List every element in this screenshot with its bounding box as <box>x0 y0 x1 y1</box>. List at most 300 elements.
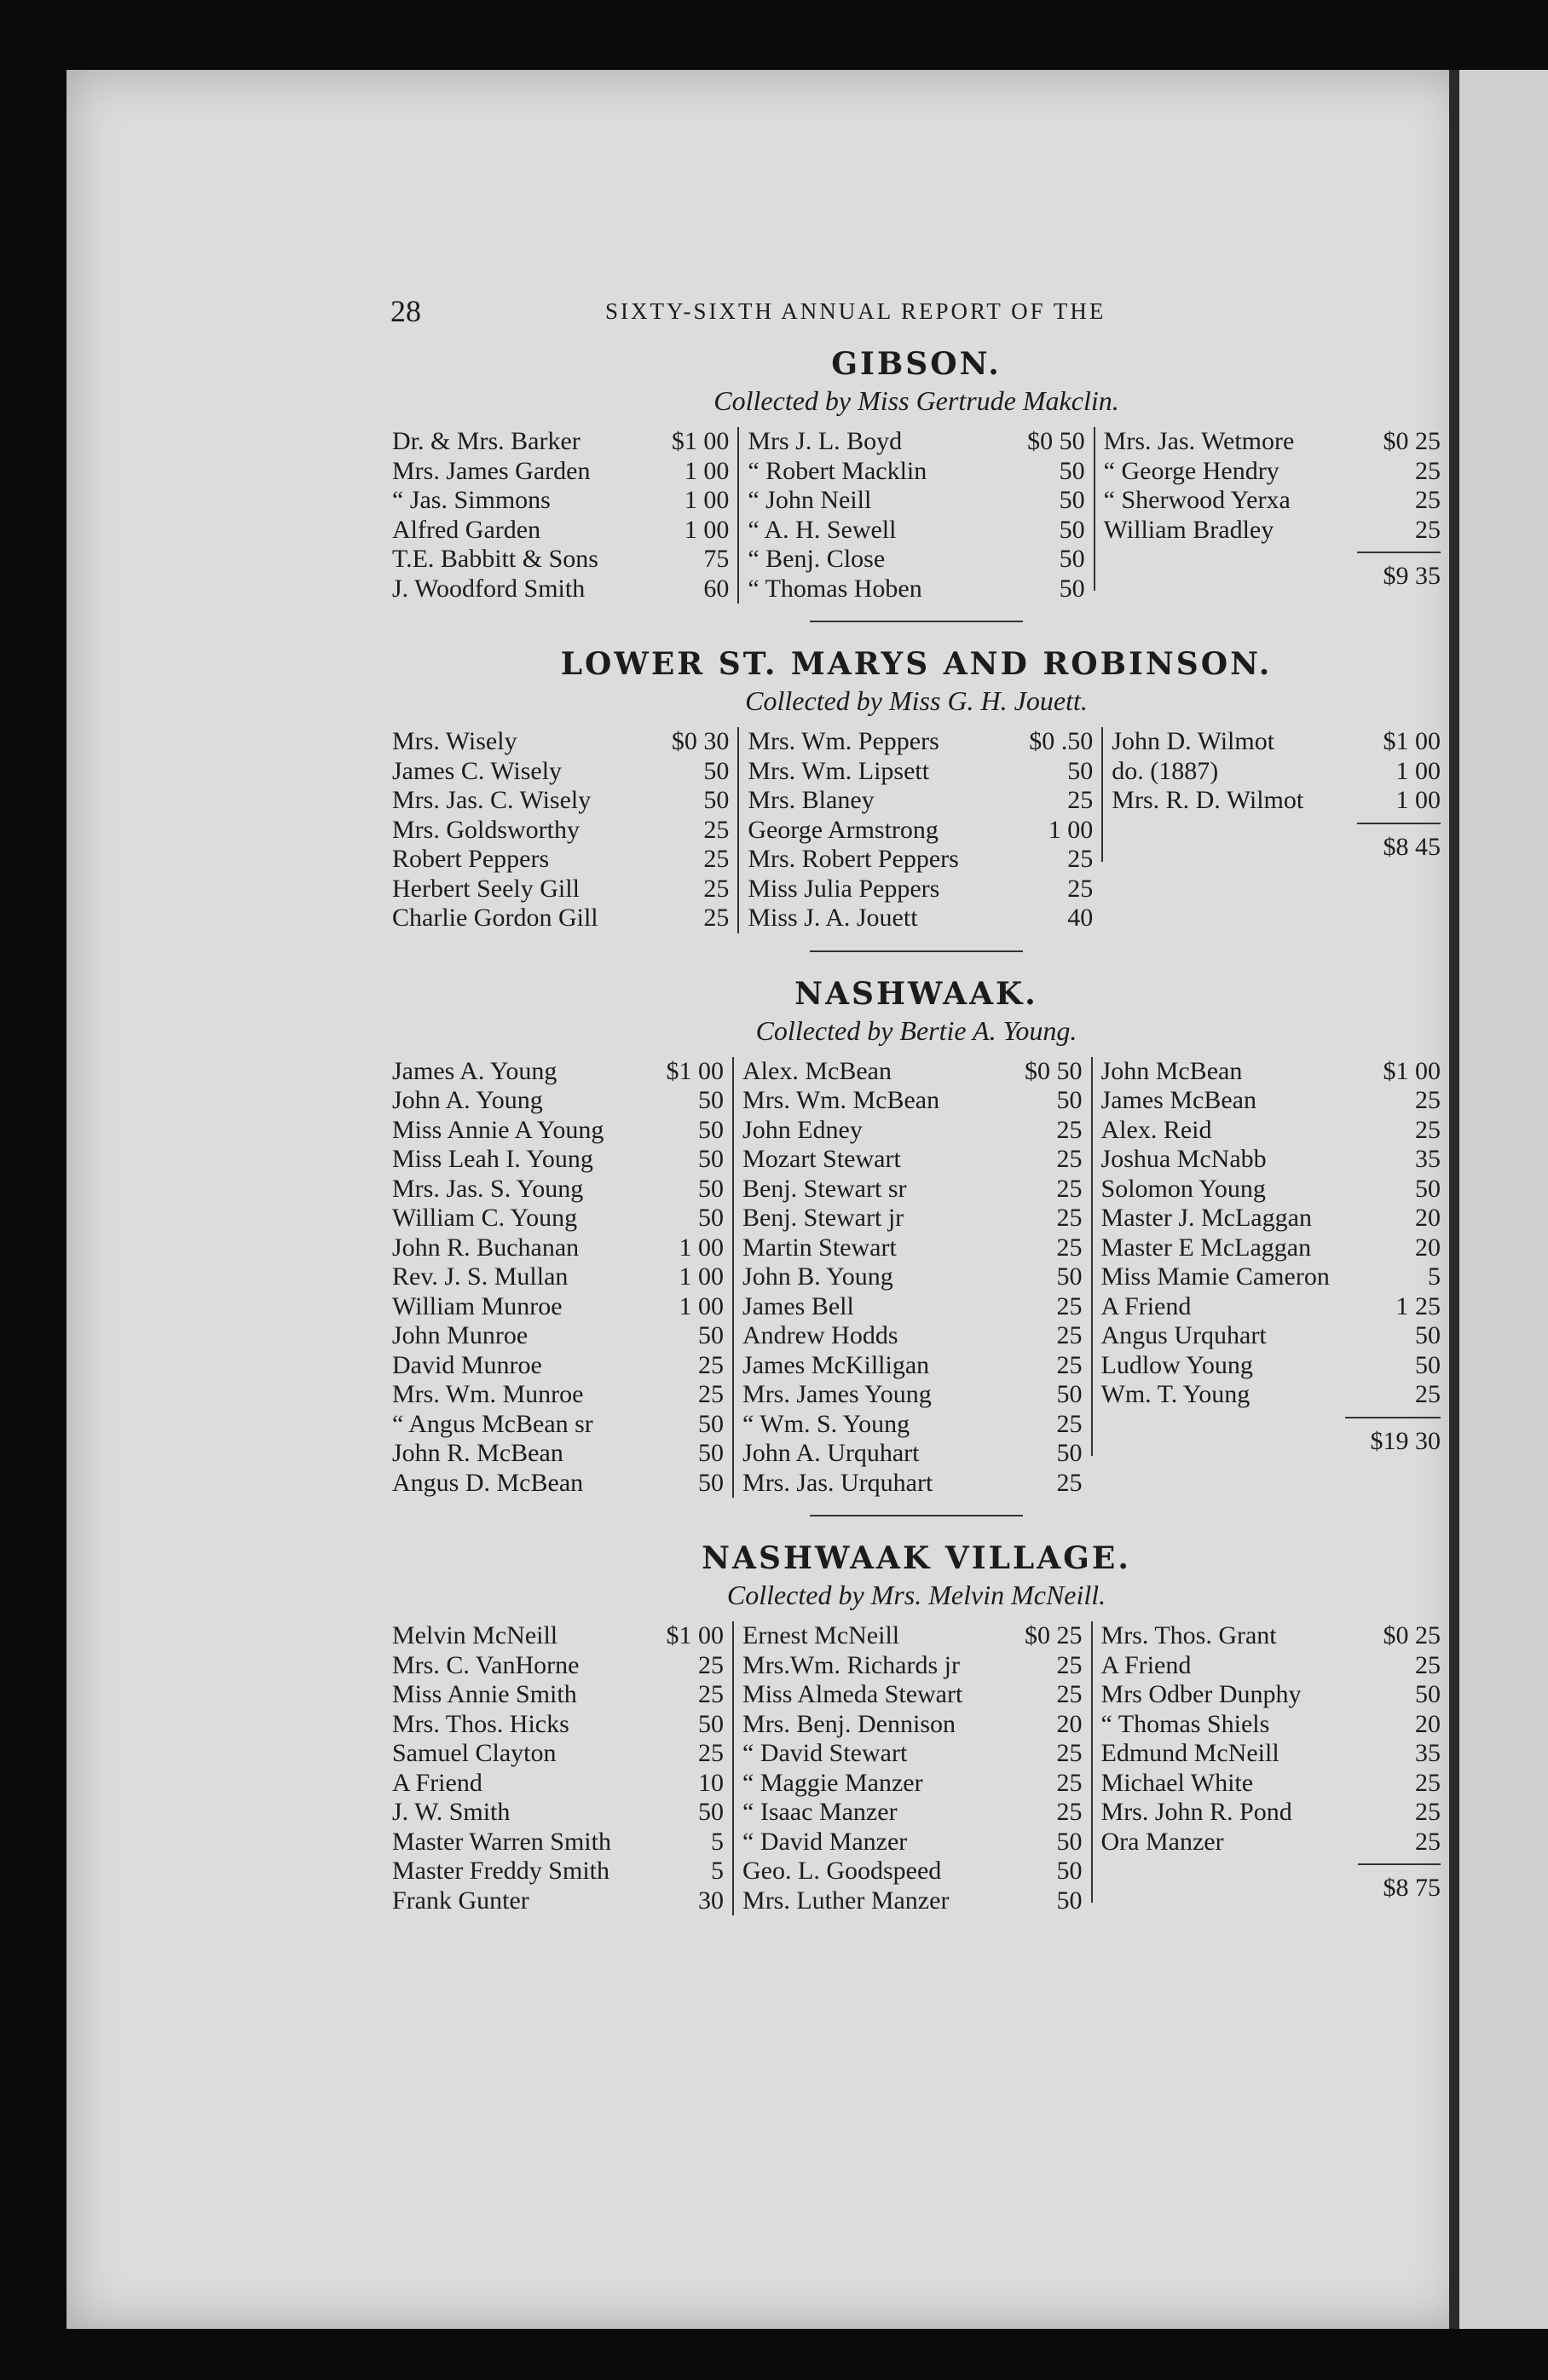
subscription-amount: 1 00 <box>679 1291 725 1320</box>
subscription-amount: 50 <box>1415 1350 1441 1379</box>
subscription-amount: 50 <box>698 1115 725 1144</box>
list-item <box>742 1175 1083 1204</box>
subscription-amount: 50 <box>698 1439 725 1467</box>
list-item <box>392 1262 724 1292</box>
subscription-amount: 50 <box>1415 1680 1441 1708</box>
subscriber-name: Mrs. Luther Manzer <box>742 1886 950 1915</box>
list-item <box>1101 1351 1441 1381</box>
list-item <box>392 457 729 487</box>
subscription-amount: 25 <box>698 1650 725 1679</box>
subscriber-name: John R. Buchanan <box>392 1233 580 1262</box>
list-item <box>1101 1086 1441 1116</box>
list-item <box>748 875 1093 904</box>
list-item <box>392 875 729 904</box>
subscriber-name: Ora Manzer <box>1100 1827 1224 1856</box>
list-item <box>392 1621 724 1651</box>
subscription-amount: 25 <box>1056 1680 1083 1708</box>
subscription-amount: 50 <box>698 1409 725 1438</box>
list-item <box>748 575 1084 604</box>
subscriber-name: Mrs. R. D. Wilmot <box>1112 786 1304 814</box>
subscription-amount: $1 00 <box>671 427 730 455</box>
subscriber-name: Samuel Clayton <box>392 1739 557 1767</box>
subscriber-name: “ David Manzer <box>742 1827 908 1856</box>
subscription-amount: 50 <box>698 1798 725 1826</box>
subscription-amount: 40 <box>1067 904 1094 932</box>
subscriber-name: “ George Hendry <box>1103 456 1279 485</box>
subscription-amount: 50 <box>698 1468 725 1497</box>
subscription-amount: 25 <box>1415 1798 1441 1826</box>
subscription-amount: $0 25 <box>1025 1621 1083 1649</box>
subscriber-name: William C. Young <box>392 1204 578 1232</box>
subscriber-name: Mrs. Thos. Hicks <box>392 1709 569 1738</box>
list-item <box>1101 1798 1441 1828</box>
subscriber-name: J. W. Smith <box>392 1798 511 1826</box>
running-head <box>384 290 1449 338</box>
subscriber-name: A Friend <box>1100 1291 1192 1320</box>
subscriber-name: James Bell <box>742 1291 854 1320</box>
subscription-amount: 35 <box>1415 1145 1441 1173</box>
subscription-amount: 50 <box>1056 1380 1083 1408</box>
subscriber-name: Mrs. Wm. Lipsett <box>748 756 930 785</box>
subscriber-name: “ Angus McBean sr <box>392 1409 593 1438</box>
subscriber-columns <box>384 427 1449 604</box>
subscriber-name: “ Robert Macklin <box>748 456 927 485</box>
subscription-amount: 25 <box>1056 1115 1083 1144</box>
subscriber-column <box>384 727 737 933</box>
list-item <box>748 486 1084 516</box>
list-item <box>1101 1262 1441 1292</box>
list-item <box>392 786 729 816</box>
list-item <box>392 1798 724 1828</box>
list-item <box>742 1086 1083 1116</box>
list-item <box>748 727 1093 757</box>
subscription-sections <box>384 346 1449 1915</box>
subscription-amount: 50 <box>1056 1262 1083 1291</box>
subscriber-name: “ Maggie Manzer <box>742 1768 923 1797</box>
subscriber-name: Mrs. Goldsworthy <box>392 815 580 844</box>
subscriber-column <box>1091 1621 1450 1903</box>
subscription-amount: 25 <box>703 904 730 932</box>
subscription-amount: 25 <box>1415 1827 1441 1856</box>
subscriber-name: George Armstrong <box>748 815 939 844</box>
subscription-amount: 25 <box>1415 1380 1441 1408</box>
subscriber-name: Charlie Gordon Gill <box>392 904 598 932</box>
list-item <box>392 816 729 846</box>
subscriber-name: Alex. Reid <box>1100 1115 1212 1144</box>
subscription-amount: 1 25 <box>1395 1291 1441 1320</box>
subscription-amount: 25 <box>1056 1233 1083 1262</box>
subscription-amount: 50 <box>1415 1321 1441 1349</box>
list-item <box>392 427 729 457</box>
subscription-amount: 50 <box>698 1709 725 1738</box>
list-item <box>1101 1057 1441 1087</box>
subscriber-column <box>1101 727 1449 862</box>
subscription-amount: 25 <box>698 1380 725 1408</box>
subscription-amount: $0 50 <box>1025 1056 1083 1085</box>
subscription-amount: 5 <box>1428 1262 1441 1291</box>
subscription-amount: 1 00 <box>684 456 730 485</box>
list-item <box>742 1828 1083 1857</box>
subscriber-name: John Munroe <box>392 1321 529 1349</box>
subscriber-name: Wm. T. Young <box>1100 1380 1251 1408</box>
list-item <box>392 904 729 933</box>
subscriber-name: Ernest McNeill <box>742 1621 900 1649</box>
subscriber-name: do. (1887) <box>1112 756 1219 785</box>
list-item <box>742 1439 1083 1469</box>
subscription-amount: 20 <box>1056 1709 1083 1738</box>
list-item <box>742 1057 1083 1087</box>
subscription-amount: 60 <box>703 574 730 603</box>
list-item <box>1101 1710 1441 1740</box>
subscriber-name: Benj. Stewart sr <box>742 1174 907 1203</box>
subscription-amount: 25 <box>1067 845 1094 873</box>
subscriber-name: Geo. L. Goodspeed <box>742 1857 942 1885</box>
list-item <box>742 1651 1083 1681</box>
subscriber-name: William Bradley <box>1103 515 1274 544</box>
list-item <box>742 1798 1083 1828</box>
list-item <box>748 545 1084 575</box>
subscriber-name: Master Warren Smith <box>392 1827 611 1856</box>
subscription-amount: $1 00 <box>1383 727 1441 755</box>
subscriber-column <box>384 427 737 604</box>
section-total-amount: $8 45 <box>1357 823 1441 862</box>
subscriber-name: Frank Gunter <box>392 1886 529 1915</box>
list-item <box>748 457 1084 487</box>
list-item <box>742 1116 1083 1146</box>
list-item <box>392 1886 724 1916</box>
list-item <box>392 1469 724 1499</box>
page-number: 28 <box>390 294 421 328</box>
subscription-amount: 50 <box>698 1086 725 1114</box>
subscriber-name: Mrs. Wm. Peppers <box>748 727 939 755</box>
list-item <box>1101 1175 1441 1204</box>
subscriber-name: Alex. McBean <box>742 1056 892 1085</box>
list-item <box>1101 1380 1441 1410</box>
list-item <box>1101 1204 1441 1233</box>
subscription-amount: 25 <box>1415 1086 1441 1114</box>
list-item <box>1112 786 1441 816</box>
section-divider <box>810 950 1023 952</box>
page-content <box>384 290 1449 1932</box>
list-item <box>1104 516 1441 546</box>
subscription-amount: 25 <box>703 874 730 903</box>
list-item <box>742 1410 1083 1440</box>
list-item <box>392 1439 724 1469</box>
subscription-amount: 20 <box>1415 1233 1441 1262</box>
subscriber-name: Benj. Stewart jr <box>742 1204 904 1232</box>
subscriber-name: Mrs. Wm. McBean <box>742 1086 940 1114</box>
subscription-amount: 25 <box>1414 456 1441 485</box>
subscriber-name: Mrs. C. VanHorne <box>392 1650 580 1679</box>
section-total-amount: $8 75 <box>1358 1863 1441 1903</box>
subscription-amount: 25 <box>1056 1798 1083 1826</box>
subscriber-name: “ Thomas Hoben <box>748 574 922 603</box>
subscription-amount: $0 30 <box>671 727 730 755</box>
list-item <box>742 1351 1083 1381</box>
list-item <box>392 1321 724 1351</box>
subscriber-name: Mrs J. L. Boyd <box>748 427 903 455</box>
subscription-amount: 50 <box>1059 486 1085 514</box>
subscriber-name: Mrs. Jas. Wetmore <box>1103 427 1295 455</box>
subscriber-name: Martin Stewart <box>742 1233 897 1262</box>
subscription-amount: 50 <box>1059 456 1085 485</box>
subscription-amount: 5 <box>711 1857 725 1885</box>
subscription-amount: 20 <box>1415 1204 1441 1232</box>
list-item <box>1101 1116 1441 1146</box>
subscriber-name: A Friend <box>392 1768 482 1797</box>
subscription-amount: 25 <box>703 815 730 844</box>
subscription-amount: $0 50 <box>1027 427 1085 455</box>
subscription-amount: 25 <box>1056 1321 1083 1349</box>
list-item <box>748 427 1084 457</box>
subscription-amount: 50 <box>1059 545 1085 573</box>
list-item <box>392 575 729 604</box>
subscription-amount: 25 <box>1056 1739 1083 1767</box>
list-item <box>748 816 1093 846</box>
list-item <box>392 757 729 787</box>
list-item <box>1101 1651 1441 1681</box>
subscriber-name: William Munroe <box>392 1291 563 1320</box>
section-total <box>1101 1863 1441 1903</box>
section-total <box>1112 823 1441 862</box>
subscriber-column <box>737 727 1101 933</box>
subscriber-name: Mrs. James Young <box>742 1380 932 1408</box>
subscription-amount: 25 <box>1056 1409 1083 1438</box>
list-item <box>392 1769 724 1799</box>
subscriber-name: John A. Urquhart <box>742 1439 920 1467</box>
subscriber-name: Mrs. James Garden <box>392 456 591 485</box>
subscriber-columns <box>384 727 1449 933</box>
section <box>384 346 1449 604</box>
subscription-amount: 25 <box>1415 1115 1441 1144</box>
collector-line: Collected by Miss Gertrude Makclin. <box>713 385 1119 416</box>
subscription-amount: 1 00 <box>684 515 730 544</box>
list-item <box>742 1886 1083 1916</box>
subscription-amount: $1 00 <box>666 1621 725 1649</box>
list-item <box>742 1204 1083 1233</box>
subscriber-name: Mrs. Jas. Urquhart <box>742 1468 933 1497</box>
list-item <box>1101 1769 1441 1799</box>
collector-line: Collected by Bertie A. Young. <box>755 1014 1077 1046</box>
subscription-amount: 25 <box>1056 1650 1083 1679</box>
subscriber-columns <box>384 1057 1449 1499</box>
list-item <box>392 1057 724 1087</box>
subscriber-column <box>1091 1057 1450 1456</box>
list-item <box>392 1680 724 1710</box>
subscriber-name: Mrs. Jas. S. Young <box>392 1174 584 1203</box>
list-item <box>1101 1680 1441 1710</box>
subscription-amount: 50 <box>1067 756 1094 785</box>
subscription-amount: 25 <box>1415 1650 1441 1679</box>
subscription-amount: $1 00 <box>1383 1056 1441 1085</box>
running-title: SIXTY-SIXTH ANNUAL REPORT OF THE <box>605 298 1106 324</box>
subscription-amount: 25 <box>1056 1174 1083 1203</box>
subscriber-columns <box>384 1621 1449 1915</box>
subscription-amount: 25 <box>1056 1204 1083 1232</box>
subscription-amount: 5 <box>711 1827 725 1856</box>
list-item <box>392 1828 724 1857</box>
subscription-amount: 10 <box>698 1768 725 1797</box>
subscription-amount: 25 <box>1056 1768 1083 1797</box>
list-item <box>392 1739 724 1769</box>
list-item <box>742 1739 1083 1769</box>
subscriber-name: “ Wm. S. Young <box>742 1409 910 1438</box>
list-item <box>392 545 729 575</box>
subscriber-name: Robert Peppers <box>392 845 550 873</box>
list-item <box>1101 1828 1441 1857</box>
list-item <box>742 1710 1083 1740</box>
section-divider <box>810 1515 1023 1516</box>
subscriber-name: Ludlow Young <box>1100 1350 1253 1379</box>
subscriber-name: “ Sherwood Yerxa <box>1103 486 1291 514</box>
subscription-amount: 30 <box>698 1886 725 1915</box>
list-item <box>1101 1145 1441 1175</box>
subscriber-name: Mrs. Robert Peppers <box>748 845 959 873</box>
list-item <box>1104 486 1441 516</box>
subscriber-name: Alfred Garden <box>392 515 541 544</box>
list-item <box>392 1116 724 1146</box>
subscription-amount: 50 <box>698 1145 725 1173</box>
subscriber-name: James C. Wisely <box>392 756 563 785</box>
subscription-amount: 1 00 <box>679 1233 725 1262</box>
subscription-amount: 50 <box>1059 574 1085 603</box>
subscription-amount: 25 <box>698 1680 725 1708</box>
subscription-amount: 50 <box>1056 1857 1083 1885</box>
subscriber-name: Miss Mamie Cameron <box>1100 1262 1330 1291</box>
list-item <box>742 1621 1083 1651</box>
subscription-amount: 25 <box>1067 786 1094 814</box>
subscription-amount: 25 <box>698 1739 725 1767</box>
list-item <box>748 516 1084 546</box>
subscription-amount: 50 <box>698 1204 725 1232</box>
list-item <box>748 786 1093 816</box>
subscriber-name: John McBean <box>1100 1056 1243 1085</box>
section-total <box>1101 1417 1441 1456</box>
subscription-amount: 50 <box>1056 1086 1083 1114</box>
subscriber-name: John Edney <box>742 1115 863 1144</box>
list-item <box>392 516 729 546</box>
subscriber-name: Master Freddy Smith <box>392 1857 609 1885</box>
section-total-amount: $9 35 <box>1357 552 1441 591</box>
subscriber-name: A Friend <box>1100 1650 1192 1679</box>
collector-line: Collected by Miss G. H. Jouett. <box>745 685 1088 716</box>
list-item <box>392 727 729 757</box>
list-item <box>1101 1292 1441 1322</box>
page-gutter-shadow <box>1449 70 1459 2329</box>
subscription-amount: 50 <box>1059 515 1085 544</box>
subscriber-name: Mrs.Wm. Richards jr <box>742 1650 960 1679</box>
subscriber-name: John A. Young <box>392 1086 543 1114</box>
subscriber-column <box>732 1621 1091 1915</box>
subscriber-name: “ Thomas Shiels <box>1100 1709 1270 1738</box>
subscriber-name: Miss Annie Smith <box>392 1680 577 1708</box>
subscriber-name: Joshua McNabb <box>1100 1145 1267 1173</box>
list-item <box>1104 457 1441 487</box>
subscriber-column <box>1094 427 1449 591</box>
subscriber-name: James McBean <box>1100 1086 1256 1114</box>
subscription-amount: 25 <box>1056 1350 1083 1379</box>
subscription-amount: $0 25 <box>1383 1621 1441 1649</box>
subscriber-name: James A. Young <box>392 1056 557 1085</box>
subscriber-name: James McKilligan <box>742 1350 930 1379</box>
list-item <box>1112 727 1441 757</box>
subscriber-name: Angus Urquhart <box>1100 1321 1267 1349</box>
list-item <box>392 1380 724 1410</box>
list-item <box>742 1233 1083 1263</box>
subscriber-name: Mrs. Blaney <box>748 786 875 814</box>
list-item <box>392 1292 724 1322</box>
subscriber-name: Andrew Hodds <box>742 1321 898 1349</box>
collector-line: Collected by Mrs. Melvin McNeill. <box>726 1580 1106 1610</box>
section-title: LOWER ST. MARYS AND ROBINSON. <box>560 646 1273 682</box>
subscription-amount: 50 <box>1056 1827 1083 1856</box>
list-item <box>1101 1621 1441 1651</box>
subscription-amount: 50 <box>698 1321 725 1349</box>
list-item <box>742 1857 1083 1886</box>
facing-page-edge <box>1459 70 1548 2329</box>
subscription-amount: 25 <box>1415 1768 1441 1797</box>
subscription-amount: 50 <box>703 756 730 785</box>
subscriber-column <box>384 1057 732 1499</box>
list-item <box>392 1233 724 1263</box>
section <box>384 1540 1449 1915</box>
subscriber-name: Mrs. Thos. Grant <box>1100 1621 1277 1649</box>
subscription-amount: 25 <box>1414 486 1441 514</box>
subscriber-name: Mrs. John R. Pond <box>1100 1798 1292 1826</box>
subscriber-name: “ David Stewart <box>742 1739 908 1767</box>
subscriber-name: Miss Leah I. Young <box>392 1145 593 1173</box>
subscription-amount: 50 <box>698 1174 725 1203</box>
subscriber-name: Mrs Odber Dunphy <box>1100 1680 1302 1708</box>
subscription-amount: 50 <box>703 786 730 814</box>
list-item <box>392 845 729 875</box>
subscriber-name: J. Woodford Smith <box>392 574 586 603</box>
list-item <box>1101 1739 1441 1769</box>
list-item <box>392 1204 724 1233</box>
subscription-amount: 75 <box>703 545 730 573</box>
subscription-amount: 25 <box>698 1350 725 1379</box>
subscriber-name: Herbert Seely Gill <box>392 874 580 903</box>
subscriber-name: T.E. Babbitt & Sons <box>392 545 598 573</box>
subscription-amount: 20 <box>1415 1709 1441 1738</box>
section-title: NASHWAAK. <box>794 975 1038 1012</box>
subscription-amount: 1 00 <box>1395 756 1441 785</box>
subscriber-name: Edmund McNeill <box>1100 1739 1279 1767</box>
subscriber-name: Miss Annie A Young <box>392 1115 604 1144</box>
subscriber-name: Mozart Stewart <box>742 1145 901 1173</box>
subscriber-name: Dr. & Mrs. Barker <box>392 427 580 455</box>
subscriber-name: Melvin McNeill <box>392 1621 558 1649</box>
section <box>384 976 1449 1499</box>
subscription-amount: 25 <box>1056 1468 1083 1497</box>
subscriber-name: David Munroe <box>392 1350 542 1379</box>
list-item <box>742 1321 1083 1351</box>
subscriber-name: Miss Julia Peppers <box>748 874 940 903</box>
subscriber-name: Mrs. Wisely <box>392 727 517 755</box>
subscriber-name: Rev. J. S. Mullan <box>392 1262 569 1291</box>
list-item <box>392 1651 724 1681</box>
subscriber-column <box>737 427 1093 604</box>
list-item <box>748 904 1093 933</box>
list-item <box>742 1769 1083 1799</box>
subscription-amount: $0 25 <box>1383 427 1441 455</box>
section-title: GIBSON. <box>831 346 1002 382</box>
subscriber-name: “ Jas. Simmons <box>392 486 551 514</box>
subscription-amount: 25 <box>1056 1291 1083 1320</box>
list-item <box>392 1351 724 1381</box>
list-item <box>742 1469 1083 1499</box>
subscriber-name: John R. McBean <box>392 1439 563 1467</box>
